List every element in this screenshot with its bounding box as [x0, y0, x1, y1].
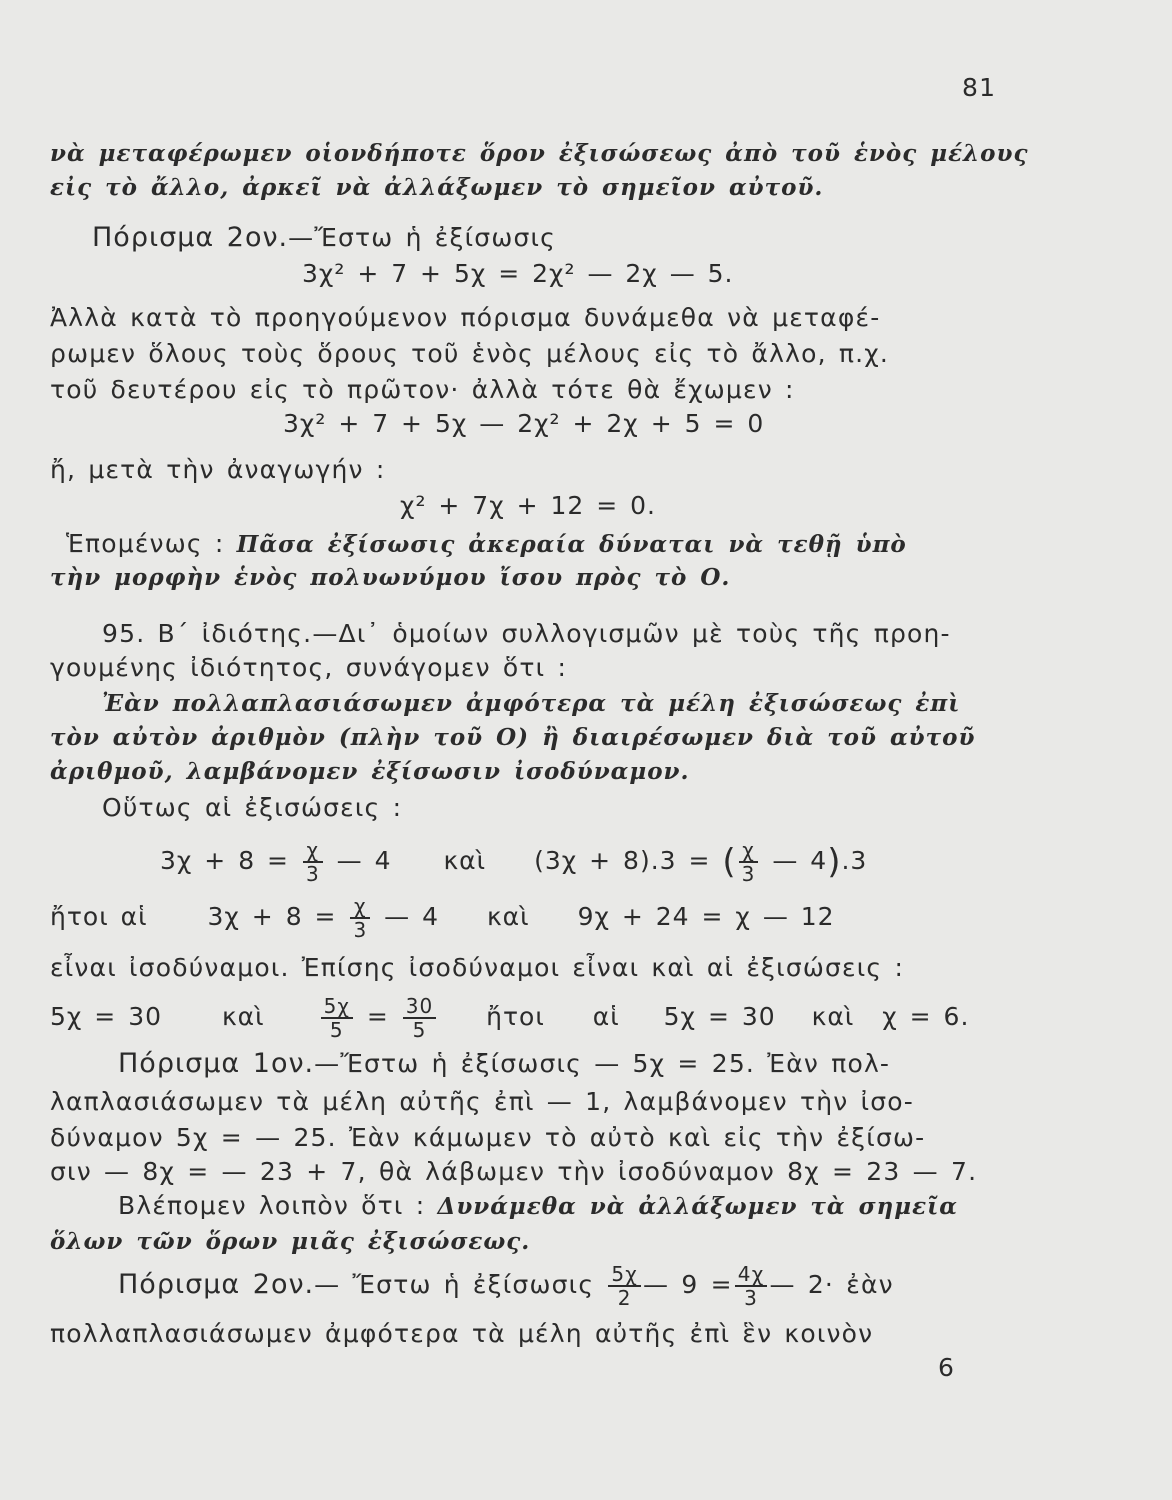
- text: — Ἔστω ἡ ἐξίσωσις: [314, 1270, 595, 1299]
- text-line: λαπλασιάσωμεν τὰ μέλη αὐτῆς ἐπὶ — 1, λαμβάνομεν τὴν ἰσο-: [50, 1087, 914, 1116]
- eq-part: — 9 =: [643, 1270, 733, 1299]
- numerator: χ: [303, 839, 323, 863]
- eq-part: ἤτοι: [486, 1002, 545, 1031]
- heading-line: [118, 1048, 890, 1080]
- text-line: πολλαπλασιάσωμεν ἀμφότερα τὰ μέλη αὐτῆς ἐπὶ ἓν κοινὸν: [50, 1319, 874, 1348]
- text: Βλέπομεν λοιπὸν ὅτι :: [118, 1191, 438, 1220]
- fraction: [303, 839, 323, 885]
- equation: [50, 892, 835, 942]
- eq-part: χ = 6.: [882, 1002, 970, 1031]
- text-line: ὅλων τῶν ὅρων μιᾶς ἐξισώσεως.: [50, 1228, 531, 1255]
- section-line: [102, 618, 951, 650]
- fraction: [608, 1263, 641, 1309]
- numerator: χ: [739, 839, 759, 863]
- text-line: [66, 528, 907, 561]
- eq-part: 3χ + 8 =: [207, 902, 337, 931]
- equation: χ² + 7χ + 12 = 0.: [400, 491, 656, 520]
- section-heading: 95. Β΄ ἰδιότης.: [102, 619, 313, 648]
- denominator: 3: [305, 862, 320, 886]
- heading-line: [118, 1260, 894, 1310]
- denominator: 5: [412, 1018, 427, 1042]
- text: —Δι᾿ ὁμοίων συλλογισμῶν μὲ τοὺς τῆς προη-: [312, 619, 951, 648]
- text-line: ἤ, μετὰ τὴν ἀναγωγήν :: [50, 455, 386, 484]
- equation: 3χ² + 7 + 5χ = 2χ² — 2χ — 5.: [302, 259, 734, 288]
- text-line: εἶναι ἰσοδύναμοι. Ἐπίσης ἰσοδύναμοι εἶναι καὶ αἱ ἐξισώσεις :: [50, 953, 905, 982]
- emphasis: Πᾶσα ἐξίσωσις ἀκεραία δύναται νὰ τεθῇ ὑπὸ: [236, 531, 907, 558]
- text-line: Ἐὰν πολλαπλασιάσωμεν ἀμφότερα τὰ μέλη ἐξισώσεως ἐπὶ: [102, 690, 961, 717]
- heading-line: [92, 222, 556, 254]
- text-line: γουμένης ἰδιότητος, συνάγομεν ὅτι :: [50, 653, 568, 682]
- denominator: 3: [741, 862, 756, 886]
- eq-part: αἱ: [592, 1002, 620, 1031]
- fraction: [739, 839, 759, 885]
- eq-part: καὶ: [221, 1002, 265, 1031]
- eq-part: καὶ: [811, 1002, 855, 1031]
- corollary-heading: Πόρισμα 1ον.: [118, 1048, 315, 1079]
- fraction: [735, 1263, 768, 1309]
- denominator: 2: [617, 1286, 632, 1310]
- eq-part: 5χ = 30: [50, 1002, 162, 1031]
- paren: ): [827, 842, 842, 882]
- eq-part: (3χ + 8).3 =: [534, 846, 711, 875]
- text: —Ἔστω ἡ ἐξίσωσις — 5χ = 25. Ἐὰν πολ-: [314, 1049, 891, 1078]
- fraction: [321, 995, 353, 1041]
- eq-part: — 4: [336, 846, 392, 875]
- text-line: τὴν μορφὴν ἑνὸς πολυωνύμου ἴσου πρὸς τὸ Ο.: [50, 564, 731, 591]
- text-line: εἰς τὸ ἄλλο, ἀρκεῖ νὰ ἀλλάξωμεν τὸ σημεῖον αὐτοῦ.: [50, 174, 824, 201]
- emphasis: Δυνάμεθα νὰ ἀλλάξωμεν τὰ σημεῖα: [437, 1193, 958, 1220]
- page-number: 81: [962, 73, 997, 102]
- text-line: Οὕτως αἱ ἐξισώσεις :: [102, 793, 403, 822]
- denominator: 3: [744, 1286, 759, 1310]
- eq-part: 3χ + 8 =: [160, 846, 289, 875]
- equation: [50, 992, 969, 1042]
- eq-part: καὶ: [486, 902, 530, 931]
- text-line: ρωμεν ὅλους τοὺς ὅρους τοῦ ἑνὸς μέλους εἰς τὸ ἄλλο, π.χ.: [50, 339, 890, 368]
- denominator: 3: [353, 918, 368, 942]
- numerator: 30: [403, 995, 436, 1019]
- numerator: 4χ: [735, 1263, 768, 1287]
- text-line: δύναμον 5χ = — 25. Ἐὰν κάμωμεν τὸ αὐτὸ καὶ εἰς τὴν ἐξίσω-: [50, 1123, 926, 1152]
- eq-part: 5χ = 30: [663, 1002, 776, 1031]
- text-line: Ἀλλὰ κατὰ τὸ προηγούμενον πόρισμα δυνάμεθα νὰ μεταφέ-: [50, 303, 881, 332]
- fraction: [403, 995, 436, 1041]
- eq-part: — 4: [384, 902, 439, 931]
- eq-part: — 2· ἐὰν: [769, 1270, 894, 1299]
- eq-part: — 4: [772, 846, 828, 875]
- text-line: σιν — 8χ = — 23 + 7, θὰ λάβωμεν τὴν ἰσοδύναμον 8χ = 23 — 7.: [50, 1157, 978, 1186]
- eq-part: =: [366, 1002, 389, 1031]
- text-line: τοῦ δευτέρου εἰς τὸ πρῶτον· ἀλλὰ τότε θὰ ἔχωμεν :: [50, 375, 795, 404]
- equation: [160, 836, 867, 887]
- text: —Ἔστω ἡ ἐξίσωσις: [288, 223, 557, 252]
- numerator: 5χ: [608, 1263, 641, 1287]
- text-line: [118, 1190, 958, 1223]
- text: Ἑπομένως :: [66, 529, 237, 558]
- text-line: τὸν αὐτὸν ἀριθμὸν (πλὴν τοῦ Ο) ἢ διαιρέσωμεν διὰ τοῦ αὐτοῦ: [50, 724, 976, 751]
- eq-part: ἤτοι αἱ: [50, 902, 148, 931]
- text-line: νὰ μεταφέρωμεν οἱονδήποτε ὅρον ἐξισώσεως ἀπὸ τοῦ ἑνὸς μέλους: [50, 140, 1029, 167]
- eq-part: .3: [841, 846, 868, 875]
- eq-part: 9χ + 24 = χ — 12: [577, 902, 835, 931]
- numerator: χ: [350, 895, 370, 919]
- signature-number: 6: [938, 1353, 956, 1382]
- text-line: ἀριθμοῦ, λαμβάνομεν ἐξίσωσιν ἰσοδύναμον.: [50, 758, 690, 785]
- fraction: [350, 895, 370, 941]
- denominator: 5: [329, 1018, 344, 1042]
- corollary-heading: Πόρισμα 2ον.: [92, 222, 289, 253]
- paren: (: [722, 842, 737, 882]
- corollary-heading: Πόρισμα 2ον.: [118, 1269, 315, 1300]
- numerator: 5χ: [321, 995, 353, 1019]
- equation: 3χ² + 7 + 5χ — 2χ² + 2χ + 5 = 0: [283, 409, 765, 438]
- eq-part: καὶ: [443, 846, 487, 875]
